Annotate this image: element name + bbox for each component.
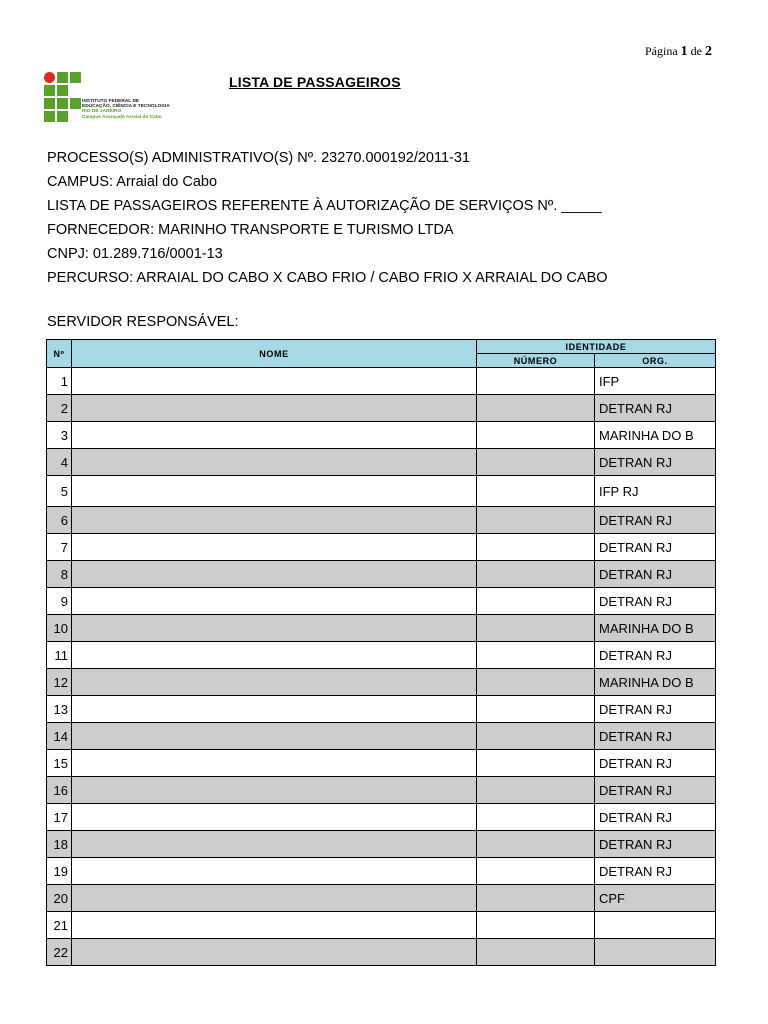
- logo-text: INSTITUTO FEDERAL DE EDUCAÇÃO, CIÊNCIA E TECNOLOGIA RIO DE JANEIRO Campus Avançado Arraial do Cabo: [82, 99, 170, 120]
- row-nome: [72, 561, 477, 588]
- fornecedor-line: FORNECEDOR: MARINHO TRANSPORTE E TURISMO LTDA: [47, 222, 454, 238]
- row-numero: [477, 534, 595, 561]
- processo-line: PROCESSO(S) ADMINISTRATIVO(S) Nº. 23270.000192/2011-31: [47, 150, 471, 166]
- row-numero: [477, 368, 595, 395]
- row-nome: [72, 534, 477, 561]
- row-org: DETRAN RJ: [595, 507, 716, 534]
- row-nome: [72, 912, 477, 939]
- row-numero: [477, 912, 595, 939]
- row-org: MARINHA DO B: [595, 669, 716, 696]
- header-nome: NOME: [72, 340, 477, 368]
- row-num: 9: [47, 588, 72, 615]
- row-num: 7: [47, 534, 72, 561]
- row-num: 21: [47, 912, 72, 939]
- row-num: 16: [47, 777, 72, 804]
- info-block: [47, 146, 608, 290]
- row-num: 19: [47, 858, 72, 885]
- row-numero: [477, 507, 595, 534]
- table-row: [47, 831, 716, 858]
- table-row: [47, 422, 716, 449]
- document-title: LISTA DE PASSAGEIROS: [229, 74, 401, 90]
- page-current: 1: [680, 44, 688, 59]
- row-org: DETRAN RJ: [595, 777, 716, 804]
- table-row: [47, 777, 716, 804]
- table-row: [47, 885, 716, 912]
- row-numero: [477, 804, 595, 831]
- row-nome: [72, 804, 477, 831]
- table-row: [47, 696, 716, 723]
- row-num: 15: [47, 750, 72, 777]
- page-word: Página: [645, 44, 678, 58]
- campus-line: CAMPUS: Arraial do Cabo: [47, 174, 218, 190]
- row-num: 8: [47, 561, 72, 588]
- row-org: DETRAN RJ: [595, 723, 716, 750]
- row-numero: [477, 777, 595, 804]
- row-numero: [477, 449, 595, 476]
- row-num: 3: [47, 422, 72, 449]
- header-num: Nº: [47, 340, 72, 368]
- row-nome: [72, 831, 477, 858]
- row-nome: [72, 507, 477, 534]
- table-row: [47, 368, 716, 395]
- table-row: [47, 723, 716, 750]
- row-nome: [72, 858, 477, 885]
- institution-logo: [44, 72, 174, 126]
- page-total: 2: [705, 44, 712, 59]
- row-num: 1: [47, 368, 72, 395]
- row-numero: [477, 642, 595, 669]
- row-num: 2: [47, 395, 72, 422]
- row-num: 18: [47, 831, 72, 858]
- row-numero: [477, 615, 595, 642]
- row-numero: [477, 939, 595, 966]
- table-row: [47, 395, 716, 422]
- table-row: [47, 642, 716, 669]
- row-org: CPF: [595, 885, 716, 912]
- row-num: 12: [47, 669, 72, 696]
- servidor-label: SERVIDOR RESPONSÁVEL:: [47, 314, 239, 330]
- row-numero: [477, 858, 595, 885]
- row-org: DETRAN RJ: [595, 804, 716, 831]
- row-num: 17: [47, 804, 72, 831]
- page-number: [645, 44, 712, 60]
- header-identidade: IDENTIDADE: [477, 340, 716, 354]
- row-org: IFP RJ: [595, 476, 716, 507]
- table-row: [47, 507, 716, 534]
- row-numero: [477, 831, 595, 858]
- row-nome: [72, 449, 477, 476]
- row-num: 11: [47, 642, 72, 669]
- row-num: 20: [47, 885, 72, 912]
- row-num: 4: [47, 449, 72, 476]
- row-numero: [477, 669, 595, 696]
- row-nome: [72, 777, 477, 804]
- row-nome: [72, 669, 477, 696]
- row-org: [595, 912, 716, 939]
- table-row: [47, 588, 716, 615]
- row-nome: [72, 750, 477, 777]
- row-org: DETRAN RJ: [595, 561, 716, 588]
- row-nome: [72, 642, 477, 669]
- row-org: DETRAN RJ: [595, 696, 716, 723]
- row-org: DETRAN RJ: [595, 858, 716, 885]
- table-row: [47, 534, 716, 561]
- lista-line: LISTA DE PASSAGEIROS REFERENTE À AUTORIZAÇÃO DE SERVIÇOS Nº. _____: [47, 198, 602, 214]
- table-row: [47, 449, 716, 476]
- row-org: DETRAN RJ: [595, 642, 716, 669]
- row-org: DETRAN RJ: [595, 831, 716, 858]
- row-nome: [72, 422, 477, 449]
- header-org: ORG.: [595, 354, 716, 368]
- logo-red-dot: [44, 72, 55, 83]
- header-numero: NÚMERO: [477, 354, 595, 368]
- percurso-line: PERCURSO: ARRAIAL DO CABO X CABO FRIO / CABO FRIO X ARRAIAL DO CABO: [47, 270, 608, 286]
- row-org: MARINHA DO B: [595, 615, 716, 642]
- row-nome: [72, 885, 477, 912]
- row-org: DETRAN RJ: [595, 750, 716, 777]
- row-nome: [72, 476, 477, 507]
- table-row: [47, 476, 716, 507]
- row-numero: [477, 561, 595, 588]
- table-row: [47, 750, 716, 777]
- row-nome: [72, 615, 477, 642]
- row-org: IFP: [595, 368, 716, 395]
- row-nome: [72, 939, 477, 966]
- row-numero: [477, 885, 595, 912]
- row-numero: [477, 723, 595, 750]
- row-num: 22: [47, 939, 72, 966]
- row-num: 13: [47, 696, 72, 723]
- row-org: DETRAN RJ: [595, 449, 716, 476]
- table-row: [47, 912, 716, 939]
- row-num: 10: [47, 615, 72, 642]
- table-row: [47, 858, 716, 885]
- row-org: [595, 939, 716, 966]
- table-row: [47, 939, 716, 966]
- row-org: DETRAN RJ: [595, 588, 716, 615]
- row-org: MARINHA DO B: [595, 422, 716, 449]
- row-num: 5: [47, 476, 72, 507]
- row-org: DETRAN RJ: [595, 534, 716, 561]
- row-numero: [477, 588, 595, 615]
- row-num: 6: [47, 507, 72, 534]
- row-nome: [72, 368, 477, 395]
- table-row: [47, 615, 716, 642]
- row-numero: [477, 696, 595, 723]
- table-row: [47, 669, 716, 696]
- page-of: de: [690, 44, 702, 58]
- row-nome: [72, 588, 477, 615]
- cnpj-line: CNPJ: 01.289.716/0001-13: [47, 246, 223, 262]
- row-numero: [477, 422, 595, 449]
- row-nome: [72, 723, 477, 750]
- row-nome: [72, 696, 477, 723]
- row-num: 14: [47, 723, 72, 750]
- row-numero: [477, 395, 595, 422]
- table-row: [47, 804, 716, 831]
- row-nome: [72, 395, 477, 422]
- row-numero: [477, 750, 595, 777]
- row-numero: [477, 476, 595, 507]
- row-org: DETRAN RJ: [595, 395, 716, 422]
- passenger-table: [46, 339, 716, 966]
- table-row: [47, 561, 716, 588]
